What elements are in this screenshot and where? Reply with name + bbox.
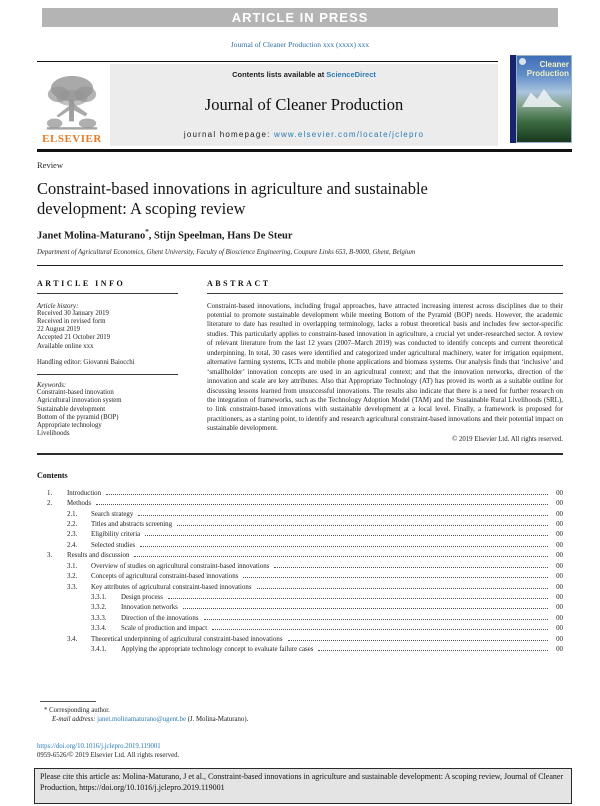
toc-label: Scale of production and impact [121, 625, 208, 633]
homepage-url-link[interactable]: www.elsevier.com/locate/jclepro [273, 130, 425, 139]
toc-page: 00 [556, 614, 563, 622]
dot-leader [318, 650, 548, 651]
elsevier-wordmark: ELSEVIER [42, 133, 102, 145]
toc-num: 3.1. [67, 562, 78, 570]
toc-label: Introduction [67, 489, 102, 497]
info-abstract-section [37, 265, 563, 449]
toc-label: Concepts of agricultural constraint-based innovations [91, 573, 239, 581]
toc-entry[interactable] [47, 510, 563, 520]
toc-label: Results and discussion [67, 552, 130, 560]
abstract-rule [207, 293, 563, 294]
keyword-item: Appropriate technology [37, 422, 102, 430]
journal-citation-line: Journal of Cleaner Production xxx (xxxx) xxx [230, 40, 370, 49]
dot-leader [106, 494, 548, 495]
keywords-label: Keywords: [37, 381, 67, 389]
journal-header-main [37, 61, 498, 146]
history-line: Available online xxx [37, 342, 94, 350]
dot-leader [183, 608, 548, 609]
email-suffix: (J. Molina-Maturano). [187, 716, 249, 723]
dot-leader [274, 567, 548, 568]
keywords-divider [37, 374, 178, 375]
article-history-label: Article history: [37, 302, 79, 310]
toc-label: Theoretical underpinning of agricultural constraint-based innovations [91, 635, 283, 643]
toc-num: 3.3.4. [91, 625, 107, 633]
dot-leader [140, 546, 548, 547]
toc-label: Methods [67, 500, 92, 508]
affiliation-line: Department of Agricultural Economics, Ghent University, Faculty of Bioscience Engineering, Coupure Links 653, B-9000, Ghent, Belgium [37, 248, 416, 256]
history-line: Received in revised form [37, 317, 106, 325]
article-title: Constraint-based innovations in agriculture and sustainable development: A scoping review [37, 179, 428, 218]
sciencedirect-link[interactable]: ScienceDirect [326, 70, 376, 79]
author-others: , Stijn Speelman, Hans De Steur [148, 230, 293, 242]
dot-leader [212, 629, 548, 630]
toc-label: Search strategy [91, 510, 134, 518]
toc-num: 3.4. [67, 635, 78, 643]
journal-cover-thumbnail[interactable] [510, 55, 572, 143]
dot-leader [134, 556, 548, 557]
journal-homepage-line [184, 130, 424, 139]
toc-num: 2. [47, 500, 53, 508]
toc-entry[interactable] [47, 551, 563, 561]
toc-entry[interactable] [47, 635, 563, 645]
dot-leader [138, 515, 548, 516]
toc-label: Eligibility criteria [91, 531, 141, 539]
toc-page: 00 [556, 521, 563, 529]
dot-leader [288, 640, 548, 641]
footnote-divider [40, 701, 96, 702]
toc-entry[interactable] [47, 593, 563, 603]
banner-label: ARTICLE IN PRESS [231, 10, 369, 25]
history-line: 22 August 2019 [37, 326, 81, 334]
article-type-label: Review [37, 160, 63, 170]
history-line: Received 30 January 2019 [37, 309, 109, 317]
toc-label: Innovation networks [121, 604, 178, 612]
toc-num: 2.4. [67, 541, 78, 549]
toc-entry[interactable] [47, 520, 563, 530]
article-in-press-banner [42, 8, 558, 27]
corresponding-author-note: * Corresponding author. [44, 707, 110, 714]
dot-leader [257, 588, 548, 589]
toc-page: 00 [556, 510, 563, 518]
toc-entry[interactable] [47, 499, 563, 509]
email-link[interactable]: janet.molinamaturano@ugent.be [97, 716, 186, 723]
toc-page: 00 [556, 645, 563, 653]
toc-page: 00 [556, 500, 563, 508]
toc-num: 3.3.3. [91, 614, 107, 622]
toc-page: 00 [556, 489, 563, 497]
toc-label: Overview of studies on agricultural constraint-based innovations [91, 562, 270, 570]
toc-num: 1. [47, 489, 53, 497]
journal-header [37, 61, 572, 146]
toc-num: 3.2. [67, 573, 78, 581]
toc-entry[interactable] [47, 614, 563, 624]
toc-page: 00 [556, 531, 563, 539]
article-info-heading: ARTICLE INFO [37, 278, 126, 288]
citation-notice-box: Please cite this article as: Molina-Maturano, J et al., Constraint-based innovations in agriculture and sustainable development: A scoping review, Journal of Cleaner Production, https://doi.org/10.1016/j.jclepro.2019.119001 [34, 768, 572, 804]
abstract-heading: ABSTRACT [207, 278, 271, 288]
toc-num: 3.3. [67, 583, 78, 591]
article-info-rule [37, 293, 178, 294]
toc-page: 00 [556, 625, 563, 633]
keyword-item: Agricultural innovation system [37, 397, 122, 405]
toc-entry[interactable] [47, 489, 563, 499]
toc-num: 3.4.1. [91, 645, 107, 653]
elsevier-logo[interactable] [37, 64, 107, 146]
dot-leader [145, 535, 548, 536]
column-gutter [178, 279, 207, 443]
toc-entry[interactable] [47, 603, 563, 613]
toc-label: Direction of the innovations [121, 614, 199, 622]
toc-entry[interactable] [47, 645, 563, 655]
toc-label: Key attributes of agricultural constraint-based innovations [91, 583, 252, 591]
cover-mountain-art [522, 89, 562, 107]
toc-entry[interactable] [47, 530, 563, 540]
author-list [37, 228, 563, 242]
toc-num: 2.3. [67, 531, 78, 539]
toc-page: 00 [556, 552, 563, 560]
keyword-item: Livelihoods [37, 430, 70, 438]
abstract-text: Constraint-based innovations, including frugal approaches, have attracted increasing interest across disciplines due to their potential to promote sustainable development while meeting Bottom of the Pyramid (BOP) needs. However, the academic literature to date has resulted in overlapping terminology, lacks a robust theoretical basis and includes few sector-specific studies. This particularly applies to constraint-based innovation in agriculture, a crucial yet under-researched sector. A review of relevant literature from the last 12 years (2007–March 2019) was conducted to identify concepts and current theoretical underpinning. In total, 30 cases were identified and categorized under agricultural machinery, water for irrigation equipment, alternative farming systems, ICTs and mobile phone applications and biomass systems. Our analysis finds that ‘inclusive’ and ‘smallholder’ innovation concepts are used in an agricultural context; and that the innovation networks, direction of the innovation and scale are key attributes. Also that Appropriate Technology (AT) has proved its worth as a suitable outline for discussing lessons learned from unsuccessful innovations. The results also indicate that there is a need for further research on the integration of frameworks, such as the Technology Adoption Model (TAM) and the Sustainable Rural Livelihoods (SRL), to link constraint-based innovations with sustainable development at a local level. Finally, a framework is proposed for practitioners, as a starting point, to identify and research agricultural constraint-based innovations and their potential impact on sustainable development. [207, 301, 563, 433]
toc-entry[interactable] [47, 562, 563, 572]
contents-available-line [232, 70, 376, 79]
toc-entry[interactable] [47, 572, 563, 582]
toc-page: 00 [556, 583, 563, 591]
toc-page: 00 [556, 562, 563, 570]
table-of-contents [47, 489, 563, 656]
toc-page: 00 [556, 573, 563, 581]
dot-leader [204, 619, 548, 620]
dot-leader [177, 525, 548, 526]
toc-entry[interactable] [47, 583, 563, 593]
elsevier-tree-icon [43, 73, 101, 133]
toc-label: Design process [121, 593, 163, 601]
keyword-item: Bottom of the pyramid (BOP) [37, 413, 119, 421]
cover-publisher-icon [519, 58, 526, 65]
toc-label: Applying the appropriate technology concept to evaluate failure cases [121, 645, 314, 653]
cover-title-line1: Cleaner [539, 60, 569, 69]
toc-label: Selected studies [91, 541, 136, 549]
toc-page: 00 [556, 604, 563, 612]
contents-heading: Contents [37, 470, 68, 480]
toc-label: Titles and abstracts screening [91, 521, 173, 529]
cover-title [527, 61, 569, 78]
history-line: Accepted 21 October 2019 [37, 334, 111, 342]
header-divider [37, 149, 572, 152]
keyword-item: Constraint-based innovation [37, 388, 114, 396]
toc-page: 00 [556, 541, 563, 549]
dot-leader [168, 598, 548, 599]
email-label: E-mail address: [52, 716, 96, 723]
dot-leader [96, 504, 548, 505]
journal-masthead-box [110, 64, 498, 146]
toc-page: 00 [556, 635, 563, 643]
journal-title: Journal of Cleaner Production [204, 94, 404, 114]
toc-num: 2.2. [67, 521, 78, 529]
doi-line [37, 743, 161, 750]
toc-num: 3. [47, 552, 53, 560]
abstract-bottom-divider [37, 453, 563, 455]
email-line [52, 716, 248, 723]
cover-title-line2: Production [526, 68, 569, 78]
dot-leader [243, 577, 548, 578]
toc-entry[interactable] [47, 624, 563, 634]
doi-link[interactable]: https://doi.org/10.1016/j.jclepro.2019.119001 [37, 743, 161, 750]
issn-copyright-line: 0959-6526/© 2019 Elsevier Ltd. All rights reserved. [37, 752, 180, 759]
keyword-item: Sustainable development [37, 405, 106, 413]
homepage-label: journal homepage: [183, 130, 274, 139]
handling-editor-line: Handling editor: Giovanni Baiocchi [37, 358, 135, 366]
corresponding-author-marker: * [145, 228, 149, 236]
article-info-column [37, 279, 178, 443]
toc-num: 3.3.1. [91, 593, 107, 601]
contents-available-text: Contents lists available at [232, 70, 327, 79]
toc-num: 3.3.2. [91, 604, 107, 612]
toc-entry[interactable] [47, 541, 563, 551]
abstract-column [207, 279, 563, 443]
author-corresponding: Janet Molina-Maturano [37, 230, 146, 242]
toc-page: 00 [556, 593, 563, 601]
abstract-copyright: © 2019 Elsevier Ltd. All rights reserved. [452, 435, 563, 443]
toc-num: 2.1. [67, 510, 78, 518]
